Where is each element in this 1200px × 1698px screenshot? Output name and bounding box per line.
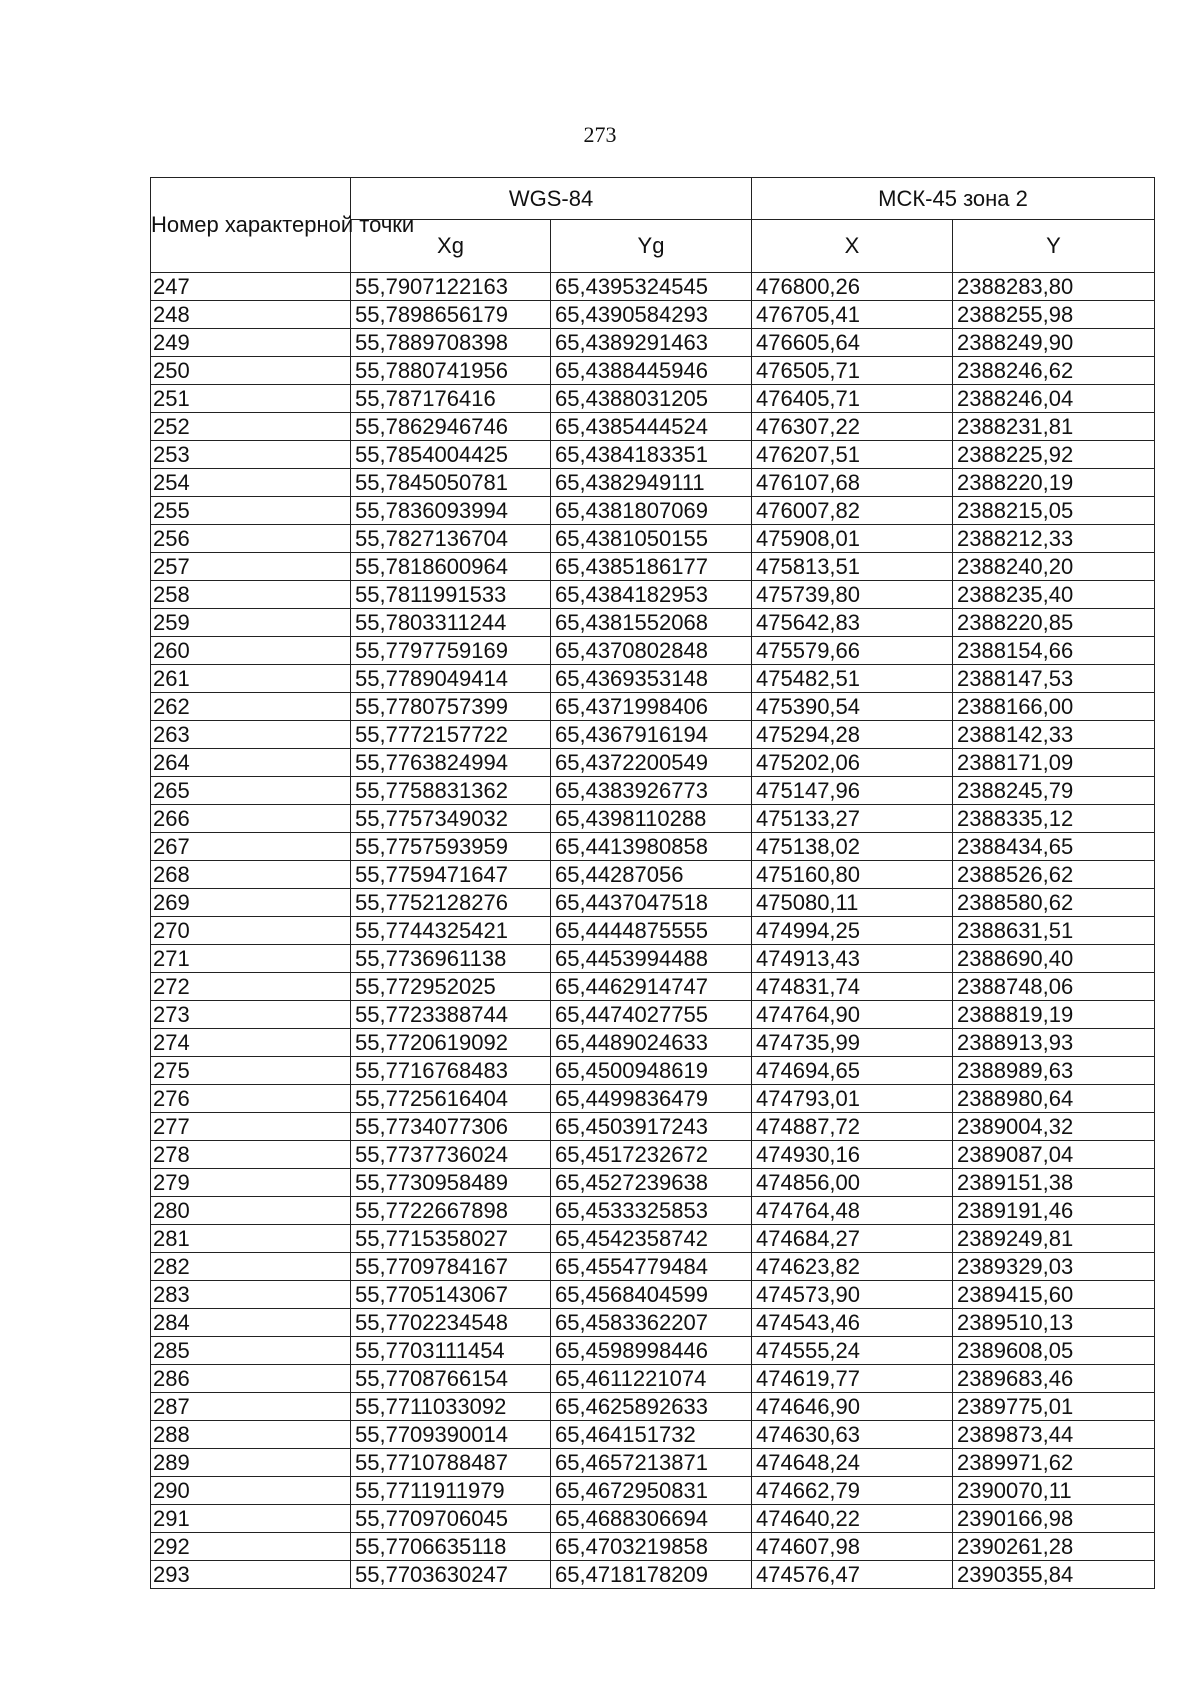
- cell-x: 475579,66: [752, 637, 953, 665]
- cell-yg: 65,4503917243: [551, 1113, 752, 1141]
- cell-point-number: 287: [151, 1393, 351, 1421]
- header-wgs84: WGS-84: [351, 178, 752, 220]
- cell-yg: 65,4542358742: [551, 1225, 752, 1253]
- cell-point-number: 280: [151, 1197, 351, 1225]
- cell-xg: 55,787176416: [351, 385, 551, 413]
- header-msk45: МСК-45 зона 2: [752, 178, 1155, 220]
- table-body: [151, 273, 1155, 1589]
- cell-x: 474831,74: [752, 973, 953, 1001]
- cell-y: 2389087,04: [953, 1141, 1155, 1169]
- cell-point-number: 251: [151, 385, 351, 413]
- cell-yg: 65,4703219858: [551, 1533, 752, 1561]
- cell-point-number: 248: [151, 301, 351, 329]
- cell-point-number: 274: [151, 1029, 351, 1057]
- cell-y: 2388246,04: [953, 385, 1155, 413]
- cell-xg: 55,7898656179: [351, 301, 551, 329]
- cell-x: 475202,06: [752, 749, 953, 777]
- table-row: [151, 1197, 1155, 1225]
- cell-point-number: 262: [151, 693, 351, 721]
- cell-yg: 65,4611221074: [551, 1365, 752, 1393]
- cell-point-number: 285: [151, 1337, 351, 1365]
- cell-x: 474630,63: [752, 1421, 953, 1449]
- table-row: [151, 273, 1155, 301]
- cell-x: 474913,43: [752, 945, 953, 973]
- cell-x: 475080,11: [752, 889, 953, 917]
- cell-yg: 65,4381807069: [551, 497, 752, 525]
- cell-yg: 65,4517232672: [551, 1141, 752, 1169]
- cell-point-number: 275: [151, 1057, 351, 1085]
- cell-xg: 55,7709784167: [351, 1253, 551, 1281]
- cell-point-number: 258: [151, 581, 351, 609]
- cell-yg: 65,4388445946: [551, 357, 752, 385]
- cell-y: 2389191,46: [953, 1197, 1155, 1225]
- cell-point-number: 268: [151, 861, 351, 889]
- cell-yg: 65,4462914747: [551, 973, 752, 1001]
- table-row: [151, 1449, 1155, 1477]
- table-row: [151, 1533, 1155, 1561]
- cell-point-number: 281: [151, 1225, 351, 1253]
- cell-xg: 55,7709390014: [351, 1421, 551, 1449]
- cell-yg: 65,4437047518: [551, 889, 752, 917]
- cell-x: 474735,99: [752, 1029, 953, 1057]
- table-row: [151, 357, 1155, 385]
- cell-xg: 55,7723388744: [351, 1001, 551, 1029]
- cell-y: 2388249,90: [953, 329, 1155, 357]
- table-row: [151, 441, 1155, 469]
- cell-y: 2388147,53: [953, 665, 1155, 693]
- cell-point-number: 260: [151, 637, 351, 665]
- cell-xg: 55,7907122163: [351, 273, 551, 301]
- cell-point-number: 264: [151, 749, 351, 777]
- cell-y: 2388245,79: [953, 777, 1155, 805]
- cell-y: 2389415,60: [953, 1281, 1155, 1309]
- cell-point-number: 293: [151, 1561, 351, 1589]
- cell-point-number: 277: [151, 1113, 351, 1141]
- cell-y: 2390355,84: [953, 1561, 1155, 1589]
- cell-xg: 55,7797759169: [351, 637, 551, 665]
- cell-x: 475642,83: [752, 609, 953, 637]
- cell-yg: 65,4672950831: [551, 1477, 752, 1505]
- cell-point-number: 278: [151, 1141, 351, 1169]
- cell-x: 474856,00: [752, 1169, 953, 1197]
- header-x: X: [752, 220, 953, 273]
- cell-y: 2388631,51: [953, 917, 1155, 945]
- cell-xg: 55,7711911979: [351, 1477, 551, 1505]
- cell-point-number: 283: [151, 1281, 351, 1309]
- cell-y: 2388166,00: [953, 693, 1155, 721]
- cell-point-number: 269: [151, 889, 351, 917]
- cell-x: 474684,27: [752, 1225, 953, 1253]
- cell-y: 2388989,63: [953, 1057, 1155, 1085]
- cell-x: 474607,98: [752, 1533, 953, 1561]
- cell-x: 475294,28: [752, 721, 953, 749]
- cell-y: 2388434,65: [953, 833, 1155, 861]
- cell-point-number: 261: [151, 665, 351, 693]
- cell-yg: 65,4413980858: [551, 833, 752, 861]
- header-yg: Yg: [551, 220, 752, 273]
- cell-x: 474573,90: [752, 1281, 953, 1309]
- cell-yg: 65,4383926773: [551, 777, 752, 805]
- cell-xg: 55,7818600964: [351, 553, 551, 581]
- table-row: [151, 1421, 1155, 1449]
- cell-xg: 55,7889708398: [351, 329, 551, 357]
- table-row: [151, 1281, 1155, 1309]
- cell-x: 474793,01: [752, 1085, 953, 1113]
- cell-yg: 65,4367916194: [551, 721, 752, 749]
- cell-x: 476007,82: [752, 497, 953, 525]
- cell-point-number: 254: [151, 469, 351, 497]
- cell-xg: 55,7744325421: [351, 917, 551, 945]
- table-row: [151, 1057, 1155, 1085]
- cell-point-number: 271: [151, 945, 351, 973]
- cell-y: 2389775,01: [953, 1393, 1155, 1421]
- table-row: [151, 413, 1155, 441]
- cell-y: 2388220,19: [953, 469, 1155, 497]
- cell-yg: 65,4583362207: [551, 1309, 752, 1337]
- cell-yg: 65,464151732: [551, 1421, 752, 1449]
- cell-yg: 65,4384183351: [551, 441, 752, 469]
- table-row: [151, 525, 1155, 553]
- page-number: 273: [583, 122, 617, 147]
- cell-yg: 65,4382949111: [551, 469, 752, 497]
- cell-y: 2388142,33: [953, 721, 1155, 749]
- cell-x: 474543,46: [752, 1309, 953, 1337]
- cell-xg: 55,7789049414: [351, 665, 551, 693]
- cell-yg: 65,4395324545: [551, 273, 752, 301]
- cell-y: 2388235,40: [953, 581, 1155, 609]
- cell-y: 2390261,28: [953, 1533, 1155, 1561]
- cell-yg: 65,4453994488: [551, 945, 752, 973]
- cell-x: 476705,41: [752, 301, 953, 329]
- cell-yg: 65,4489024633: [551, 1029, 752, 1057]
- cell-xg: 55,7706635118: [351, 1533, 551, 1561]
- cell-xg: 55,7759471647: [351, 861, 551, 889]
- table-row: [151, 1253, 1155, 1281]
- cell-point-number: 267: [151, 833, 351, 861]
- table-row: [151, 721, 1155, 749]
- header-point-number: Номер характерной точки: [151, 178, 351, 273]
- table-row: [151, 553, 1155, 581]
- cell-yg: 65,4444875555: [551, 917, 752, 945]
- cell-yg: 65,44287056: [551, 861, 752, 889]
- table-row: [151, 973, 1155, 1001]
- cell-y: 2388580,62: [953, 889, 1155, 917]
- cell-xg: 55,7757593959: [351, 833, 551, 861]
- cell-xg: 55,7730958489: [351, 1169, 551, 1197]
- cell-xg: 55,7780757399: [351, 693, 551, 721]
- cell-point-number: 250: [151, 357, 351, 385]
- table-row: [151, 945, 1155, 973]
- table-header: [151, 178, 1155, 273]
- cell-x: 476800,26: [752, 273, 953, 301]
- cell-x: 475133,27: [752, 805, 953, 833]
- cell-y: 2388335,12: [953, 805, 1155, 833]
- header-y: Y: [953, 220, 1155, 273]
- cell-x: 475138,02: [752, 833, 953, 861]
- cell-x: 474619,77: [752, 1365, 953, 1393]
- table-row: [151, 889, 1155, 917]
- table-row: [151, 1085, 1155, 1113]
- cell-point-number: 288: [151, 1421, 351, 1449]
- table-row: [151, 1141, 1155, 1169]
- cell-point-number: 286: [151, 1365, 351, 1393]
- cell-y: 2388220,85: [953, 609, 1155, 637]
- table-row: [151, 1561, 1155, 1589]
- table-row: [151, 917, 1155, 945]
- cell-y: 2388171,09: [953, 749, 1155, 777]
- cell-xg: 55,7725616404: [351, 1085, 551, 1113]
- cell-yg: 65,4718178209: [551, 1561, 752, 1589]
- cell-point-number: 247: [151, 273, 351, 301]
- cell-point-number: 263: [151, 721, 351, 749]
- cell-y: 2390166,98: [953, 1505, 1155, 1533]
- cell-yg: 65,4384182953: [551, 581, 752, 609]
- cell-yg: 65,4554779484: [551, 1253, 752, 1281]
- table-row: [151, 833, 1155, 861]
- cell-y: 2389510,13: [953, 1309, 1155, 1337]
- cell-yg: 65,4381050155: [551, 525, 752, 553]
- cell-y: 2389873,44: [953, 1421, 1155, 1449]
- cell-y: 2388283,80: [953, 273, 1155, 301]
- cell-xg: 55,7703630247: [351, 1561, 551, 1589]
- table-row: [151, 385, 1155, 413]
- cell-xg: 55,7709706045: [351, 1505, 551, 1533]
- cell-y: 2389151,38: [953, 1169, 1155, 1197]
- cell-xg: 55,7811991533: [351, 581, 551, 609]
- table-row: [151, 665, 1155, 693]
- cell-x: 474694,65: [752, 1057, 953, 1085]
- table-row: [151, 609, 1155, 637]
- table-row: [151, 1169, 1155, 1197]
- cell-point-number: 252: [151, 413, 351, 441]
- cell-yg: 65,4369353148: [551, 665, 752, 693]
- cell-xg: 55,7703111454: [351, 1337, 551, 1365]
- cell-y: 2388246,62: [953, 357, 1155, 385]
- cell-x: 474662,79: [752, 1477, 953, 1505]
- cell-x: 474887,72: [752, 1113, 953, 1141]
- cell-xg: 55,7715358027: [351, 1225, 551, 1253]
- cell-x: 474646,90: [752, 1393, 953, 1421]
- cell-yg: 65,4533325853: [551, 1197, 752, 1225]
- cell-xg: 55,7702234548: [351, 1309, 551, 1337]
- cell-yg: 65,4398110288: [551, 805, 752, 833]
- cell-xg: 55,7705143067: [351, 1281, 551, 1309]
- cell-x: 474994,25: [752, 917, 953, 945]
- cell-x: 474640,22: [752, 1505, 953, 1533]
- cell-xg: 55,7708766154: [351, 1365, 551, 1393]
- table-row: [151, 777, 1155, 805]
- cell-x: 474576,47: [752, 1561, 953, 1589]
- cell-point-number: 273: [151, 1001, 351, 1029]
- cell-point-number: 276: [151, 1085, 351, 1113]
- cell-xg: 55,7862946746: [351, 413, 551, 441]
- cell-point-number: 272: [151, 973, 351, 1001]
- cell-y: 2388748,06: [953, 973, 1155, 1001]
- cell-yg: 65,4598998446: [551, 1337, 752, 1365]
- cell-x: 475147,96: [752, 777, 953, 805]
- cell-y: 2389683,46: [953, 1365, 1155, 1393]
- cell-yg: 65,4500948619: [551, 1057, 752, 1085]
- cell-x: 474930,16: [752, 1141, 953, 1169]
- cell-x: 474648,24: [752, 1449, 953, 1477]
- cell-xg: 55,7720619092: [351, 1029, 551, 1057]
- cell-y: 2389004,32: [953, 1113, 1155, 1141]
- cell-point-number: 256: [151, 525, 351, 553]
- cell-x: 476505,71: [752, 357, 953, 385]
- cell-x: 475813,51: [752, 553, 953, 581]
- cell-y: 2388225,92: [953, 441, 1155, 469]
- cell-y: 2388154,66: [953, 637, 1155, 665]
- table-row: [151, 1309, 1155, 1337]
- cell-point-number: 270: [151, 917, 351, 945]
- cell-xg: 55,7845050781: [351, 469, 551, 497]
- cell-yg: 65,4372200549: [551, 749, 752, 777]
- table-row: [151, 581, 1155, 609]
- table-row: [151, 1113, 1155, 1141]
- table-row: [151, 693, 1155, 721]
- table-row: [151, 1337, 1155, 1365]
- cell-y: 2389249,81: [953, 1225, 1155, 1253]
- cell-point-number: 291: [151, 1505, 351, 1533]
- cell-y: 2388526,62: [953, 861, 1155, 889]
- table-row: [151, 497, 1155, 525]
- table-row: [151, 749, 1155, 777]
- cell-xg: 55,7752128276: [351, 889, 551, 917]
- cell-point-number: 284: [151, 1309, 351, 1337]
- cell-xg: 55,7736961138: [351, 945, 551, 973]
- cell-point-number: 253: [151, 441, 351, 469]
- table-row: [151, 1393, 1155, 1421]
- cell-yg: 65,4381552068: [551, 609, 752, 637]
- cell-y: 2389608,05: [953, 1337, 1155, 1365]
- cell-xg: 55,7854004425: [351, 441, 551, 469]
- cell-x: 474764,90: [752, 1001, 953, 1029]
- cell-x: 475390,54: [752, 693, 953, 721]
- cell-xg: 55,7734077306: [351, 1113, 551, 1141]
- cell-yg: 65,4568404599: [551, 1281, 752, 1309]
- cell-x: 476207,51: [752, 441, 953, 469]
- cell-xg: 55,7710788487: [351, 1449, 551, 1477]
- table-row: [151, 861, 1155, 889]
- cell-y: 2389971,62: [953, 1449, 1155, 1477]
- cell-point-number: 290: [151, 1477, 351, 1505]
- cell-y: 2388255,98: [953, 301, 1155, 329]
- cell-xg: 55,7737736024: [351, 1141, 551, 1169]
- cell-y: 2388212,33: [953, 525, 1155, 553]
- cell-point-number: 257: [151, 553, 351, 581]
- cell-y: 2389329,03: [953, 1253, 1155, 1281]
- cell-point-number: 249: [151, 329, 351, 357]
- cell-xg: 55,7880741956: [351, 357, 551, 385]
- cell-y: 2388240,20: [953, 553, 1155, 581]
- cell-point-number: 266: [151, 805, 351, 833]
- table-row: [151, 1001, 1155, 1029]
- cell-yg: 65,4688306694: [551, 1505, 752, 1533]
- cell-x: 476107,68: [752, 469, 953, 497]
- cell-xg: 55,7763824994: [351, 749, 551, 777]
- cell-y: 2388690,40: [953, 945, 1155, 973]
- cell-point-number: 289: [151, 1449, 351, 1477]
- table-row: [151, 1477, 1155, 1505]
- table-row: [151, 1029, 1155, 1057]
- table-row: [151, 469, 1155, 497]
- cell-xg: 55,7836093994: [351, 497, 551, 525]
- cell-xg: 55,7772157722: [351, 721, 551, 749]
- cell-point-number: 259: [151, 609, 351, 637]
- cell-xg: 55,7716768483: [351, 1057, 551, 1085]
- cell-x: 476405,71: [752, 385, 953, 413]
- cell-yg: 65,4370802848: [551, 637, 752, 665]
- cell-xg: 55,7803311244: [351, 609, 551, 637]
- cell-y: 2388980,64: [953, 1085, 1155, 1113]
- cell-point-number: 265: [151, 777, 351, 805]
- cell-x: 475482,51: [752, 665, 953, 693]
- cell-x: 476605,64: [752, 329, 953, 357]
- cell-xg: 55,7827136704: [351, 525, 551, 553]
- cell-xg: 55,7758831362: [351, 777, 551, 805]
- cell-x: 475160,80: [752, 861, 953, 889]
- cell-yg: 65,4657213871: [551, 1449, 752, 1477]
- cell-yg: 65,4625892633: [551, 1393, 752, 1421]
- table-row: [151, 301, 1155, 329]
- cell-yg: 65,4388031205: [551, 385, 752, 413]
- table-row: [151, 805, 1155, 833]
- header-xg: Xg: [351, 220, 551, 273]
- cell-x: 475739,80: [752, 581, 953, 609]
- cell-yg: 65,4371998406: [551, 693, 752, 721]
- cell-yg: 65,4385444524: [551, 413, 752, 441]
- cell-x: 474764,48: [752, 1197, 953, 1225]
- cell-point-number: 255: [151, 497, 351, 525]
- cell-point-number: 292: [151, 1533, 351, 1561]
- table-row: [151, 637, 1155, 665]
- table-row: [151, 329, 1155, 357]
- cell-yg: 65,4385186177: [551, 553, 752, 581]
- cell-yg: 65,4527239638: [551, 1169, 752, 1197]
- table-row: [151, 1225, 1155, 1253]
- cell-y: 2390070,11: [953, 1477, 1155, 1505]
- cell-xg: 55,7722667898: [351, 1197, 551, 1225]
- cell-point-number: 282: [151, 1253, 351, 1281]
- cell-xg: 55,7757349032: [351, 805, 551, 833]
- cell-x: 475908,01: [752, 525, 953, 553]
- table-row: [151, 1505, 1155, 1533]
- cell-y: 2388231,81: [953, 413, 1155, 441]
- coordinates-table: [150, 177, 1155, 1589]
- cell-x: 474623,82: [752, 1253, 953, 1281]
- cell-yg: 65,4389291463: [551, 329, 752, 357]
- cell-yg: 65,4499836479: [551, 1085, 752, 1113]
- cell-x: 476307,22: [752, 413, 953, 441]
- cell-y: 2388913,93: [953, 1029, 1155, 1057]
- cell-x: 474555,24: [752, 1337, 953, 1365]
- cell-y: 2388819,19: [953, 1001, 1155, 1029]
- cell-xg: 55,772952025: [351, 973, 551, 1001]
- table-row: [151, 1365, 1155, 1393]
- cell-xg: 55,7711033092: [351, 1393, 551, 1421]
- cell-yg: 65,4474027755: [551, 1001, 752, 1029]
- cell-y: 2388215,05: [953, 497, 1155, 525]
- cell-point-number: 279: [151, 1169, 351, 1197]
- cell-yg: 65,4390584293: [551, 301, 752, 329]
